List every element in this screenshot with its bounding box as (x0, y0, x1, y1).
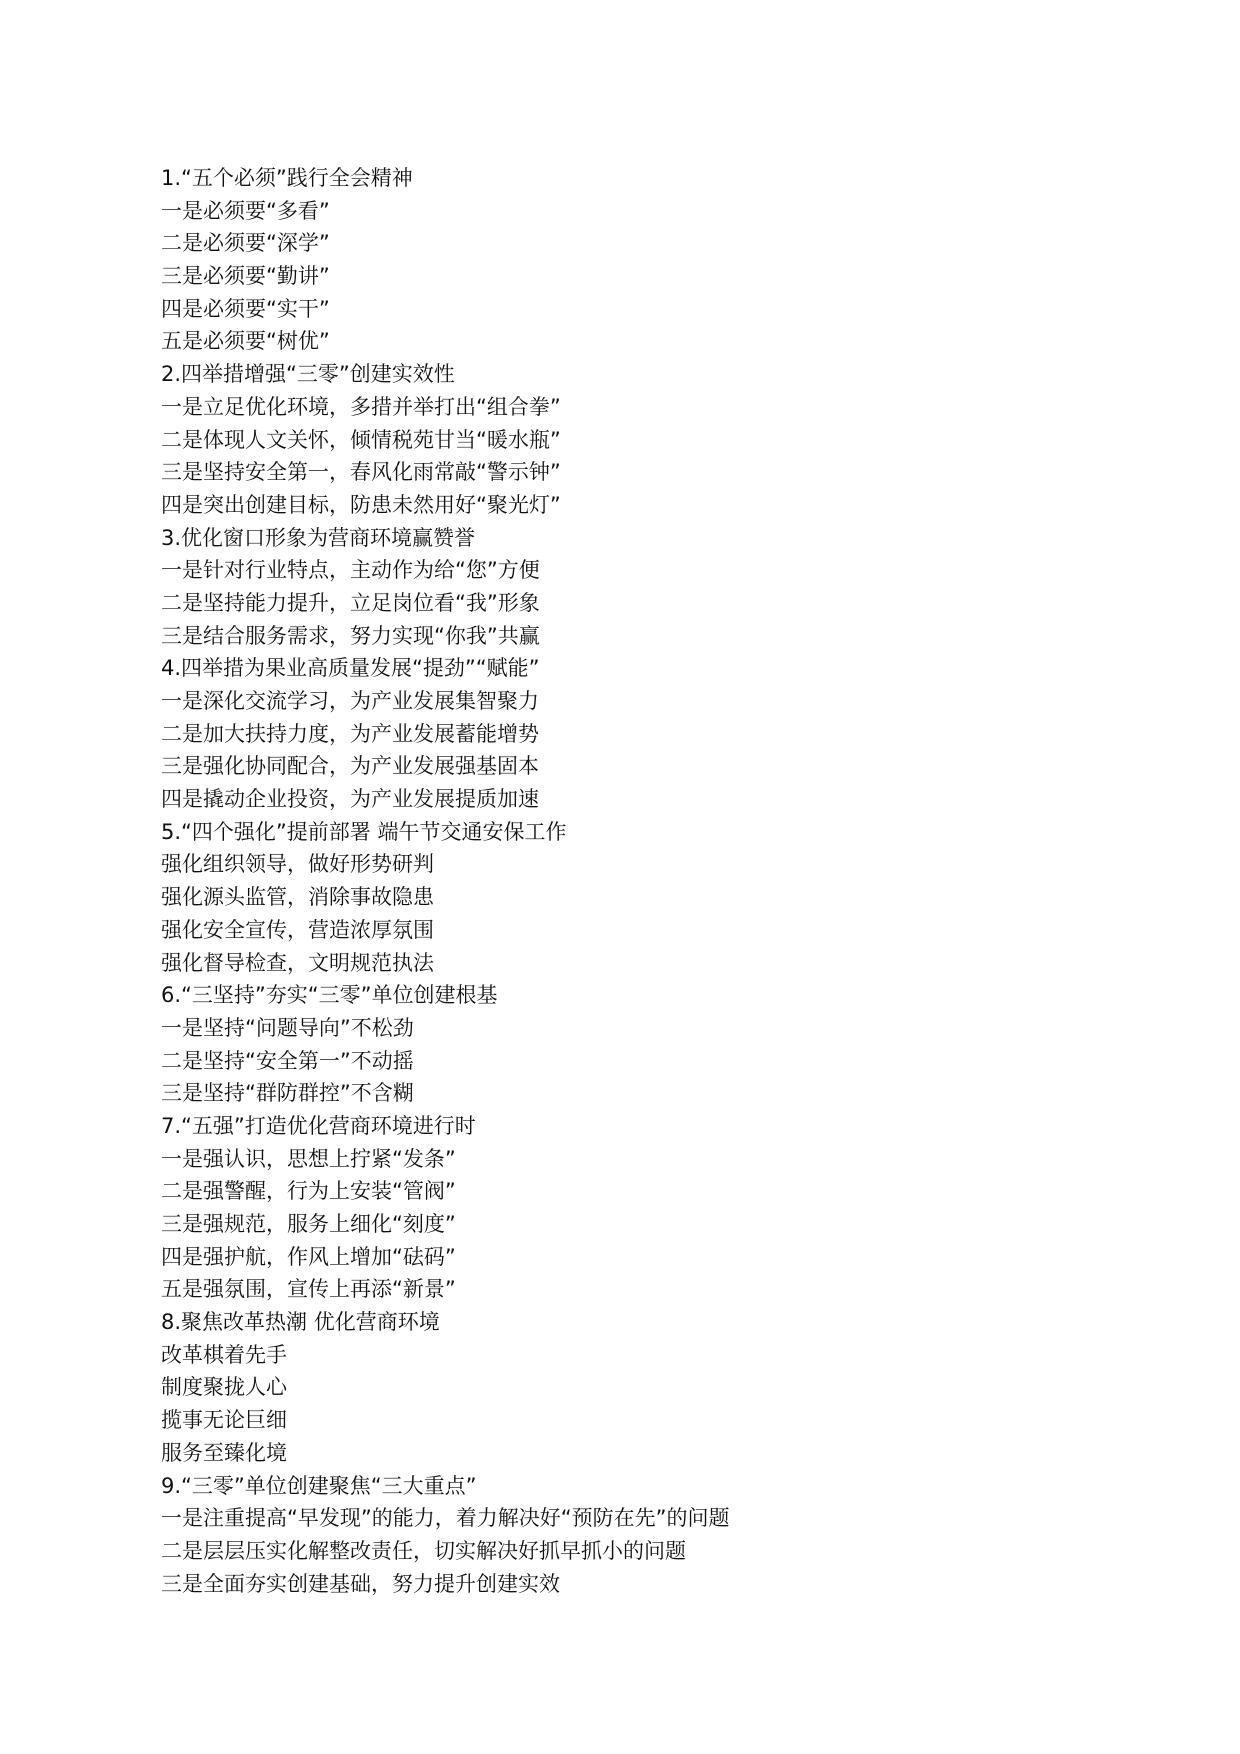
list-item: 三是全面夯实创建基础，努力提升创建实效 (161, 1571, 560, 1596)
list-item: 一是必须要“多看” (161, 198, 330, 223)
list-item: 四是强护航，作风上增加“砝码” (161, 1244, 456, 1269)
list-item: 二是坚持“安全第一”不动摇 (161, 1048, 414, 1073)
list-item: 三是强规范，服务上细化“刻度” (161, 1212, 456, 1236)
list-item: 二是层层压实化解整改责任，切实解决好抓早抓小的问题 (161, 1538, 686, 1563)
list-item: 三是结合服务需求，努力实现“你我”共赢 (161, 623, 540, 648)
list-item: 改革棋着先手 (161, 1342, 287, 1367)
section-heading: 4.四举措为果业高质量发展“提劲”“赋能” (161, 656, 540, 681)
section-heading: 3.优化窗口形象为营商环境赢赞誉 (161, 525, 476, 550)
list-item: 强化督导检查，文明规范执法 (161, 950, 434, 975)
list-item: 一是深化交流学习，为产业发展集智聚力 (161, 689, 539, 713)
list-item: 二是强警醒，行为上安装“管阀” (161, 1179, 456, 1204)
document-body (161, 162, 1161, 1600)
section-heading: 9.“三零”单位创建聚焦“三大重点” (161, 1473, 477, 1498)
list-item: 一是针对行业特点，主动作为给“您”方便 (161, 558, 540, 583)
list-item: 二是必须要“深学” (161, 231, 330, 256)
section-heading: 7.“五强”打造优化营商环境进行时 (161, 1113, 476, 1138)
list-item: 四是必须要“实干” (161, 296, 330, 321)
list-item: 三是坚持“群防群控”不含糊 (161, 1081, 414, 1106)
list-item: 强化安全宣传，营造浓厚氛围 (161, 917, 434, 942)
section-heading: 1.“五个必须”践行全会精神 (161, 166, 413, 190)
list-item: 四是突出创建目标，防患未然用好“聚光灯” (161, 492, 561, 517)
list-item: 强化组织领导，做好形势研判 (161, 852, 434, 877)
list-item: 强化源头监管，消除事故隐患 (161, 885, 434, 910)
list-item: 二是体现人文关怀，倾情税苑甘当“暖水瓶” (161, 427, 561, 452)
list-item: 一是注重提高“早发现”的能力，着力解决好“预防在先”的问题 (161, 1506, 730, 1531)
list-item: 制度聚拢人心 (161, 1375, 287, 1400)
list-item: 四是撬动企业投资，为产业发展提质加速 (161, 787, 539, 812)
list-item: 一是强认识，思想上拧紧“发条” (161, 1146, 456, 1171)
list-item: 服务至臻化境 (161, 1440, 287, 1465)
list-item: 三是强化协同配合，为产业发展强基固本 (161, 754, 539, 779)
list-item: 三是必须要“勤讲” (161, 264, 330, 289)
list-item: 二是坚持能力提升，立足岗位看“我”形象 (161, 590, 540, 615)
list-item: 一是立足优化环境，多措并举打出“组合拳” (161, 394, 561, 419)
section-heading: 8.聚焦改革热潮 优化营商环境 (161, 1310, 440, 1335)
list-item: 揽事无论巨细 (161, 1408, 287, 1433)
list-item: 五是强氛围，宣传上再添“新景” (161, 1277, 456, 1302)
list-item: 一是坚持“问题导向”不松劲 (161, 1015, 414, 1040)
list-item: 三是坚持安全第一，春风化雨常敲“警示钟” (161, 460, 561, 485)
section-heading: 2.四举措增强“三零”创建实效性 (161, 362, 455, 387)
section-heading: 6.“三坚持”夯实“三零”单位创建根基 (161, 983, 498, 1008)
list-item: 二是加大扶持力度，为产业发展蓄能增势 (161, 721, 539, 746)
section-heading: 5.“四个强化”提前部署 端午节交通安保工作 (161, 819, 567, 844)
list-item: 五是必须要“树优” (161, 329, 330, 354)
